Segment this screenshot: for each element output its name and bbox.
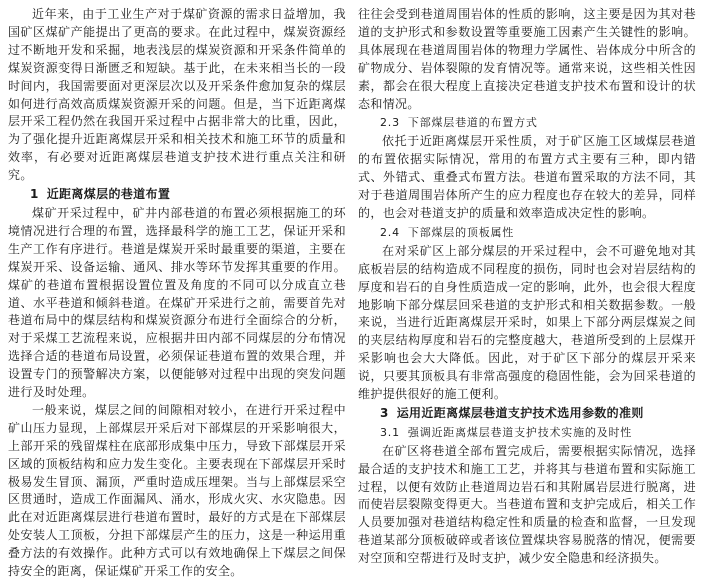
section-heading-1 [8,186,346,204]
body-paragraph: 依托于近距离煤层开采性质，对于矿区施工区域煤层巷道的布置依据实际情况，常用的布置方式主要有三种，即内错式、外错式、重叠式布置方法。巷道布置采取的方法不同，其对于巷道周围岩体所产生的应力程度也存在较大的差异，同样的，也会对巷道支护的质量和效率造成决定性的影响。 [358,134,696,220]
subsection-heading-2-4 [358,224,696,242]
body-paragraph: 在矿区将巷道全部布置完成后，需要根据实际情况，选择最合适的支护技术和施工工艺，并将其与巷道布置和实际施工过程，以便有效防止巷道周边岩石和其附属岩层进行脱离，进而使岩层裂隙变得更大。当巷道布置和支护完成后，相关工作人员要加强对巷道结构稳定性和质量的检查和监督，一旦发现巷道某部分顶板破碎或者该位置煤块容易脱落的情况，便需要对空顶和空帮进行及时支护，减少安全隐患和经济损失。 [358,443,696,566]
subsection-number: 2.3 [380,116,400,130]
right-column [358,6,696,568]
section-title: 近距离煤层的巷道布置 [46,187,171,202]
subsection-number: 3.1 [380,425,400,439]
section-heading-3 [358,405,696,423]
continued-paragraph: 往往会受到巷道周围岩体的性质的影响，这主要是因为其对巷道的支护形式和参数设置等重要施工因素产生关键性的影响。具体展现在巷道周围岩体的物理力学属性、岩体成分中所含的矿物成分、岩体裂隙的发育情况等。通常来说，这些相关性因素，都会在很大程度上直接决定巷道支护技术布置和设计的状态和情况。 [358,7,696,111]
body-paragraph: 在对采矿区上部分煤层的开采过程中，会不可避免地对其底板岩层的结构造成不同程度的损伤，同时也会对岩层结构的厚度和岩石的自身性质造成一定的影响，此外，也会很大程度地影响下部分煤层回采巷道的支护形式和相关数据参数。一般来说，当进行近距离煤层开采时，如果上下部分两层煤炭之间的夹层结构厚度和岩石的完整度越大，巷道所受到的上层煤开采影响也会大大降低。因此，对于矿区下部分的煤层开采来说，只要其顶板具有非常高强度的稳固性能，会为回采巷道的维护提供很好的施工便利。 [358,243,696,402]
section-number: 3 [380,405,389,420]
left-column [8,6,346,581]
subsection-number: 2.4 [380,225,400,239]
body-paragraph: 一般来说，煤层之间的间隙相对较小，在进行开采过程中矿山压力显现，上部煤层开采后对下部煤层的开采影响很大，上部开采的残留煤柱在底部形成集中压力，导致下部煤层开采区域的顶板结构和应力发生变化。主要表现在下部煤层开采时极易发生冒顶、漏顶，严重时造成压埋架。当与上部煤层采空区贯通时，造成工作面漏风、涌水，形成火灾、水灾隐患。因此在对近距离煤层进行巷道布置时，最好的方式是在下部煤层处安装人工顶板，分担下部煤层产生的压力，这是一种运用重叠方法的有效操作。此种方式可以有效地确保上下煤层之间保持安全的距离，保证煤矿开采工作的安全。 [8,402,346,579]
subsection-title: 下部煤层的顶板属性 [407,225,515,239]
subsection-heading-3-1 [358,424,696,442]
subsection-heading-2-3 [358,114,696,132]
section-title: 运用近距离煤层巷道支护技术选用参数的准则 [396,405,644,420]
subsection-title: 强调近距离煤层巷道支护技术实施的及时性 [407,425,633,439]
section-number: 1 [30,187,39,202]
body-paragraph: 煤矿开采过程中，矿井内部巷道的布置必须根据施工的环境情况进行合理的布置，选择最科学的施工工艺，保证开采和生产工作有序进行。巷道是煤炭开采时最重要的渠道，主要在煤炭开采、设备运输、通风、排水等环节发挥其重要的作用。煤矿的巷道布置根据设置位置及角度的不同可以分成直立巷道、水平巷道和倾斜巷道。在煤矿开采进行之前，需要首先对巷道布局中的煤层结构和煤炭资源分布进行全面综合的分析，对于采煤工艺流程来说，应根据井田内部不同煤层的分布情况选择合适的巷道布局设置，必须保证巷道布置的效果合理，并设置专门的预警解决方案，以便能够对过程中出现的突发问题进行及时处理。 [8,205,346,400]
intro-paragraph: 近年来，由于工业生产对于煤矿资源的需求日益增加，我国矿区煤矿产能提出了更高的要求。在此过程中，煤炭资源经过不断地开发和采掘，地表浅层的煤炭资源和开采条件简单的煤炭资源变得日渐匮乏和短缺。基于此，在未来相当长的一段时间内，我国需要面对更深层次以及开采条件愈加复杂的煤层如何进行高效高质煤炭资源开采的问题。但是，当下近距离煤层开采工程仍然在我国开采过程中占据非常大的比重，因此，为了强化提升近距离煤层开采和相关技术和施工环节的质量和效率，有必要对近距离煤层巷道支护技术进行重点关注和研究。 [8,7,346,183]
subsection-title: 下部煤层巷道的布置方式 [407,116,538,130]
